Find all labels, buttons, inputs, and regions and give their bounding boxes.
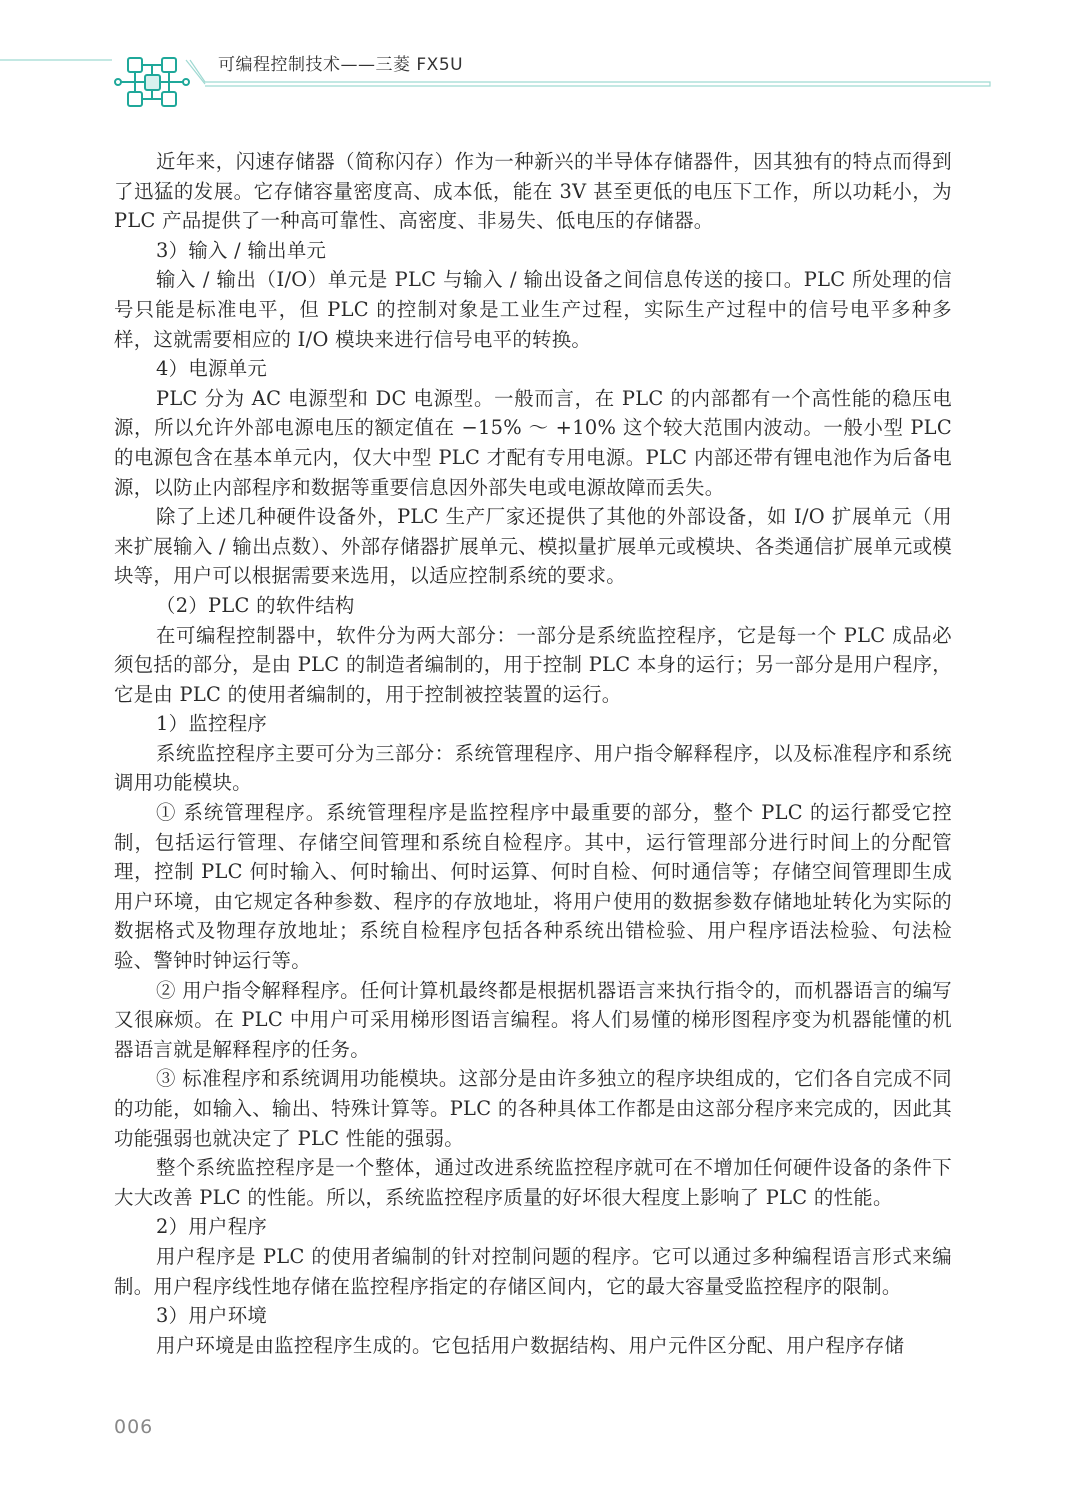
section-heading: 3）输入 / 输出单元 [156, 238, 327, 262]
page-number: 006 [114, 1416, 154, 1438]
running-header-title: 可编程控制技术——三菱 FX5U [218, 55, 464, 75]
circuit-logo-icon [115, 58, 189, 106]
section-heading: 4）电源单元 [156, 357, 268, 381]
section-heading: 3）用户环境 [156, 1304, 268, 1328]
header-decoration [0, 0, 1080, 110]
paragraph: 在可编程控制器中，软件分为两大部分：一部分是系统监控程序，它是每一个 PLC 成品必须包括的部分，是由 PLC 的制造者编制的，用于控制 PLC 本身的运行；另一部分是用户程序，它是由 PLC 的使用者编制的，用于控制被控装置的运行。 [114, 623, 952, 706]
paragraph: ③ 标准程序和系统调用功能模块。这部分是由许多独立的程序块组成的，它们各自完成不同的功能，如输入、输出、特殊计算等。PLC 的各种具体工作都是由这部分程序来完成的，因此其功能强弱也就决定了 PLC 性能的强弱。 [114, 1067, 952, 1150]
paragraph: 近年来，闪速存储器（简称闪存）作为一种新兴的半导体存储器件，因其独有的特点而得到了迅猛的发展。它存储容量密度高、成本低，能在 3V 甚至更低的电压下工作，所以功耗小，为 PLC 产品提供了一种高可靠性、高密度、非易失、低电压的存储器。 [114, 150, 952, 233]
paragraph: 系统监控程序主要可分为三部分：系统管理程序、用户指令解释程序，以及标准程序和系统调用功能模块。 [114, 741, 952, 795]
section-heading: （2）PLC 的软件结构 [156, 593, 355, 617]
paragraph: ① 系统管理程序。系统管理程序是监控程序中最重要的部分，整个 PLC 的运行都受它控制，包括运行管理、存储空间管理和系统自检程序。其中，运行管理部分进行时间上的分配管理，控制 PLC 何时输入、何时输出、何时运算、何时自检、何时通信等；存储空间管理即生成用户环境，由它规定各种参数、程序的存放地址，将用户使用的数据参数存储地址转化为实际的数据格式及物理存放地址；系统自检程序包括各种系统出错检验、用户程序语法检验、句法检验、警钟时钟运行等。 [114, 801, 952, 973]
section-heading: 1）监控程序 [156, 712, 268, 736]
section-heading: 2）用户程序 [156, 1215, 268, 1239]
paragraph: PLC 分为 AC 电源型和 DC 电源型。一般而言，在 PLC 的内部都有一个高性能的稳压电源，所以允许外部电源电压的额定值在 −15% ～ +10% 这个较大范围内波动。一般小型 PLC 的电源包含在基本单元内，仅大中型 PLC 才配有专用电源。PLC 内部还带有锂电池作为后备电源，以防止内部程序和数据等重要信息因外部失电或电源故障而丢失。 [114, 386, 952, 499]
paragraph: ② 用户指令解释程序。任何计算机最终都是根据机器语言来执行指令的，而机器语言的编写又很麻烦。在 PLC 中用户可采用梯形图语言编程。将人们易懂的梯形图程序变为机器能懂的机器语言就是解释程序的任务。 [114, 978, 952, 1061]
paragraph: 输入 / 输出（I/O）单元是 PLC 与输入 / 输出设备之间信息传送的接口。PLC 所处理的信号只能是标准电平，但 PLC 的控制对象是工业生产过程，实际生产过程中的信号电平多种多样，这就需要相应的 I/O 模块来进行信号电平的转换。 [114, 268, 952, 351]
paragraph: 用户环境是由监控程序生成的。它包括用户数据结构、用户元件区分配、用户程序存储 [156, 1333, 905, 1357]
paragraph: 整个系统监控程序是一个整体，通过改进系统监控程序就可在不增加任何硬件设备的条件下大大改善 PLC 的性能。所以，系统监控程序质量的好坏很大程度上影响了 PLC 的性能。 [114, 1156, 952, 1209]
paragraph: 用户程序是 PLC 的使用者编制的针对控制问题的程序。它可以通过多种编程语言形式来编制。用户程序线性地存储在监控程序指定的存储区间内，它的最大容量受监控程序的限制。 [114, 1244, 952, 1298]
body-text [114, 147, 952, 1360]
paragraph: 除了上述几种硬件设备外，PLC 生产厂家还提供了其他的外部设备，如 I/O 扩展单元（用来扩展输入 / 输出点数）、外部存储器扩展单元、模拟量扩展单元或模块、各类通信扩展单元或模块等，用户可以根据需要来选用，以适应控制系统的要求。 [114, 505, 952, 588]
page-header [0, 0, 1080, 110]
